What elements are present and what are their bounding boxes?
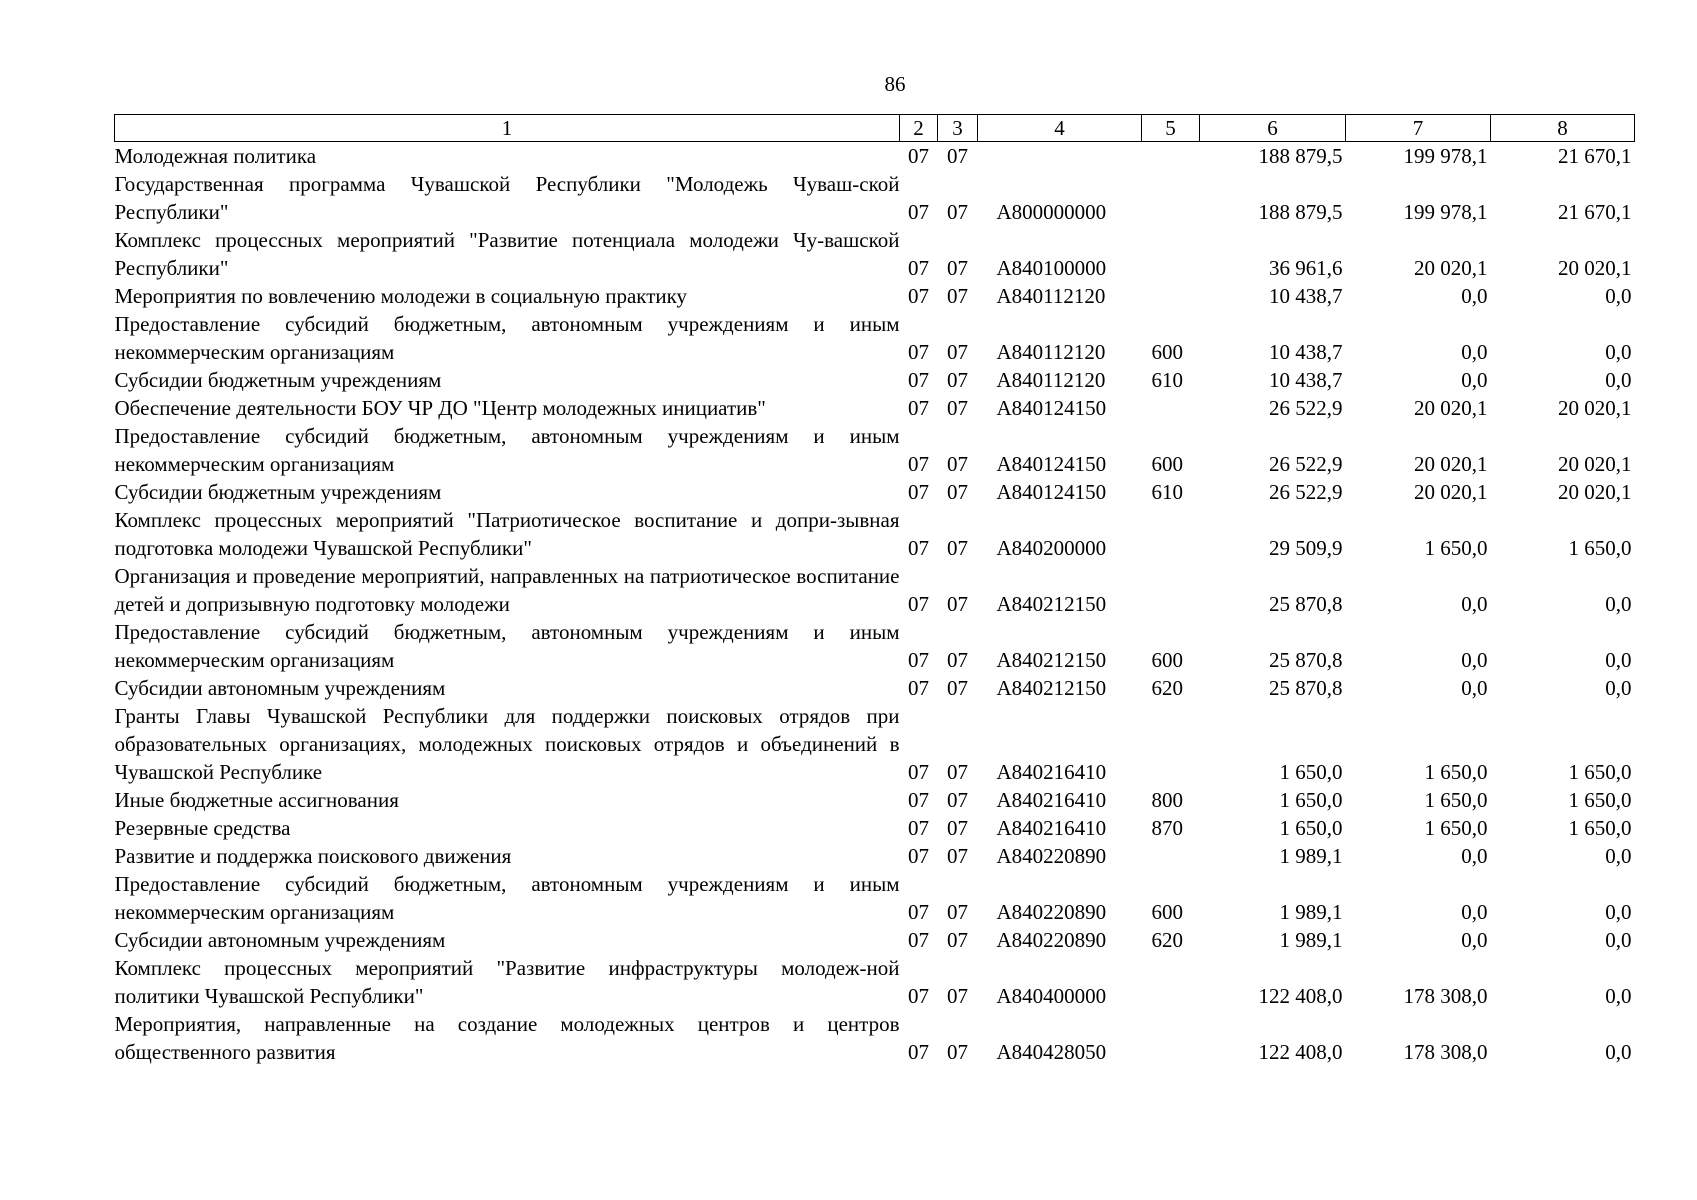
target-article: A800000000: [996, 200, 1107, 224]
amount-col-7: 20 020,1: [1414, 480, 1488, 504]
amount-col-7: 20 020,1: [1414, 396, 1488, 420]
amount-col-7: 178 308,0: [1403, 984, 1488, 1008]
target-article: A840212150: [996, 592, 1107, 616]
amount-col-8: 20 020,1: [1558, 480, 1632, 504]
amount-col-8: 21 670,1: [1558, 144, 1632, 168]
target-article: A840220890: [996, 928, 1107, 952]
subsection-code: 07: [947, 984, 968, 1008]
row-name: Субсидии бюджетным учреждениям: [114, 368, 442, 392]
amount-col-6: 188 879,5: [1258, 200, 1343, 224]
page-number: 86: [884, 72, 906, 96]
subsection-code: 07: [947, 928, 968, 952]
table-row: [115, 478, 1635, 506]
amount-col-8: 0,0: [1605, 648, 1632, 672]
subsection-code: 07: [947, 900, 968, 924]
amount-col-7: 1 650,0: [1424, 788, 1488, 812]
row-name: Предоставление субсидий бюджетным, автономным учреждениям и иным некоммерческим организациям: [114, 620, 900, 672]
target-article: A840212150: [996, 676, 1107, 700]
subsection-code: 07: [947, 676, 968, 700]
section-code: 07: [908, 256, 929, 280]
table-row: [115, 926, 1635, 954]
amount-col-8: 1 650,0: [1568, 788, 1632, 812]
target-article: A840124150: [996, 480, 1107, 504]
row-name: Организация и проведение мероприятий, направленных на патриотическое воспитание детей и допризывную подготовку молодежи: [114, 564, 900, 616]
row-name: Субсидии автономным учреждениям: [114, 676, 446, 700]
amount-col-6: 25 870,8: [1269, 592, 1343, 616]
target-article: A840216410: [996, 816, 1107, 840]
target-article: A840220890: [996, 844, 1107, 868]
amount-col-6: 10 438,7: [1269, 368, 1343, 392]
target-article: A840200000: [996, 536, 1107, 560]
subsection-code: 07: [947, 760, 968, 784]
expense-type: 600: [1151, 452, 1183, 476]
amount-col-6: 1 650,0: [1279, 788, 1343, 812]
column-header-8: 8: [1491, 115, 1635, 142]
amount-col-7: 0,0: [1461, 368, 1488, 392]
amount-col-6: 36 961,6: [1269, 256, 1343, 280]
section-code: 07: [908, 676, 929, 700]
column-header-7: 7: [1346, 115, 1491, 142]
table-row: [115, 842, 1635, 870]
amount-col-7: 1 650,0: [1424, 536, 1488, 560]
amount-col-6: 122 408,0: [1258, 984, 1343, 1008]
column-header-1: 1: [115, 115, 900, 142]
amount-col-7: 0,0: [1461, 592, 1488, 616]
amount-col-7: 1 650,0: [1424, 760, 1488, 784]
expense-type: 800: [1151, 788, 1183, 812]
subsection-code: 07: [947, 648, 968, 672]
subsection-code: 07: [947, 592, 968, 616]
target-article: A840124150: [996, 396, 1107, 420]
expense-type: 870: [1151, 816, 1183, 840]
target-article: A840428050: [996, 1040, 1107, 1064]
table-row: [115, 702, 1635, 786]
amount-col-7: 0,0: [1461, 648, 1488, 672]
table-row: [115, 954, 1635, 1010]
subsection-code: 07: [947, 816, 968, 840]
amount-col-7: 20 020,1: [1414, 452, 1488, 476]
row-name: Развитие и поддержка поискового движения: [114, 844, 512, 868]
table-row: [115, 674, 1635, 702]
amount-col-6: 1 650,0: [1279, 760, 1343, 784]
column-header-2: 2: [900, 115, 938, 142]
table-row: [115, 814, 1635, 842]
row-name: Субсидии автономным учреждениям: [114, 928, 446, 952]
subsection-code: 07: [947, 844, 968, 868]
table-row: [115, 562, 1635, 618]
expense-type: 610: [1151, 480, 1183, 504]
table-row: [115, 506, 1635, 562]
target-article: A840112120: [996, 284, 1106, 308]
amount-col-8: 0,0: [1605, 284, 1632, 308]
amount-col-8: 20 020,1: [1558, 256, 1632, 280]
amount-col-7: 0,0: [1461, 676, 1488, 700]
subsection-code: 07: [947, 452, 968, 476]
section-code: 07: [908, 200, 929, 224]
row-name: Иные бюджетные ассигнования: [114, 788, 399, 812]
subsection-code: 07: [947, 284, 968, 308]
section-code: 07: [908, 760, 929, 784]
row-name: Обеспечение деятельности БОУ ЧР ДО "Центр молодежных инициатив": [114, 396, 766, 420]
column-header-5: 5: [1142, 115, 1200, 142]
section-code: 07: [908, 900, 929, 924]
amount-col-7: 1 650,0: [1424, 816, 1488, 840]
section-code: 07: [908, 928, 929, 952]
expense-type: 600: [1151, 648, 1183, 672]
table-row: [115, 1010, 1635, 1066]
expense-type: [1142, 702, 1200, 786]
subsection-code: 07: [947, 200, 968, 224]
subsection-code: 07: [947, 396, 968, 420]
section-code: 07: [908, 480, 929, 504]
table-row: [115, 394, 1635, 422]
target-article: A840112120: [996, 368, 1106, 392]
section-code: 07: [908, 1040, 929, 1064]
table-row: [115, 618, 1635, 674]
target-article: A840400000: [996, 984, 1107, 1008]
table-row: [115, 282, 1635, 310]
subsection-code: 07: [947, 480, 968, 504]
expense-type: 600: [1151, 900, 1183, 924]
section-code: 07: [908, 788, 929, 812]
amount-col-7: 20 020,1: [1414, 256, 1488, 280]
budget-table: [114, 114, 1635, 1066]
row-name: Комплекс процессных мероприятий "Патриотическое воспитание и допри-зывная подготовка молодежи Чувашской Республики": [114, 508, 900, 560]
section-code: 07: [908, 984, 929, 1008]
amount-col-8: 0,0: [1605, 592, 1632, 616]
amount-col-7: 0,0: [1461, 928, 1488, 952]
target-article: A840100000: [996, 256, 1107, 280]
row-name: Молодежная политика: [114, 144, 317, 168]
subsection-code: 07: [947, 368, 968, 392]
target-article: A840124150: [996, 452, 1107, 476]
amount-col-6: 25 870,8: [1269, 648, 1343, 672]
section-code: 07: [908, 452, 929, 476]
amount-col-6: 122 408,0: [1258, 1040, 1343, 1064]
subsection-code: 07: [947, 340, 968, 364]
table-row: [115, 786, 1635, 814]
amount-col-6: 188 879,5: [1258, 144, 1343, 168]
row-name: Предоставление субсидий бюджетным, автономным учреждениям и иным некоммерческим организациям: [114, 312, 900, 364]
amount-col-8: 20 020,1: [1558, 452, 1632, 476]
amount-col-6: 1 989,1: [1279, 844, 1343, 868]
column-header-4: 4: [978, 115, 1142, 142]
amount-col-8: 0,0: [1605, 368, 1632, 392]
amount-col-7: 199 978,1: [1403, 200, 1488, 224]
table-row: [115, 226, 1635, 282]
section-code: 07: [908, 844, 929, 868]
expense-type: 610: [1151, 368, 1183, 392]
section-code: 07: [908, 368, 929, 392]
section-code: 07: [908, 340, 929, 364]
expense-type: [1142, 954, 1200, 1010]
row-name: Предоставление субсидий бюджетным, автономным учреждениям и иным некоммерческим организациям: [114, 424, 900, 476]
expense-type: [1142, 282, 1200, 310]
section-code: 07: [908, 284, 929, 308]
row-name: Предоставление субсидий бюджетным, автономным учреждениям и иным некоммерческим организациям: [114, 872, 900, 924]
table-body: [115, 142, 1635, 1067]
subsection-code: 07: [947, 1040, 968, 1064]
section-code: 07: [908, 648, 929, 672]
amount-col-6: 1 650,0: [1279, 816, 1343, 840]
amount-col-6: 25 870,8: [1269, 676, 1343, 700]
amount-col-8: 0,0: [1605, 928, 1632, 952]
amount-col-6: 26 522,9: [1269, 396, 1343, 420]
amount-col-6: 1 989,1: [1279, 928, 1343, 952]
table-row: [115, 310, 1635, 366]
row-name: Мероприятия по вовлечению молодежи в социальную практику: [114, 284, 688, 308]
table-header-row: [115, 115, 1635, 142]
row-name: Гранты Главы Чувашской Республики для поддержки поисковых отрядов при образовательных организациях, молодежных поисковых отрядов и объединений в Чувашской Республике: [114, 704, 900, 784]
row-name: Резервные средства: [114, 816, 291, 840]
target-article: A840112120: [996, 340, 1106, 364]
table-row: [115, 142, 1635, 171]
expense-type: [1142, 506, 1200, 562]
amount-col-6: 10 438,7: [1269, 284, 1343, 308]
table-row: [115, 422, 1635, 478]
row-name: Комплекс процессных мероприятий "Развитие инфраструктуры молодеж-ной политики Чувашской Республики": [114, 956, 900, 1008]
row-name: Субсидии бюджетным учреждениям: [114, 480, 442, 504]
amount-col-6: 29 509,9: [1269, 536, 1343, 560]
amount-col-8: 21 670,1: [1558, 200, 1632, 224]
row-name: Государственная программа Чувашской Республики "Молодежь Чуваш-ской Республики": [114, 172, 900, 224]
amount-col-7: 0,0: [1461, 284, 1488, 308]
column-header-3: 3: [938, 115, 978, 142]
amount-col-8: 0,0: [1605, 1040, 1632, 1064]
expense-type: [1142, 142, 1200, 171]
subsection-code: 07: [947, 788, 968, 812]
amount-col-7: 178 308,0: [1403, 1040, 1488, 1064]
expense-type: 620: [1151, 676, 1183, 700]
subsection-code: 07: [947, 256, 968, 280]
expense-type: 600: [1151, 340, 1183, 364]
amount-col-8: 0,0: [1605, 984, 1632, 1008]
expense-type: 620: [1151, 928, 1183, 952]
expense-type: [1142, 1010, 1200, 1066]
amount-col-7: 0,0: [1461, 340, 1488, 364]
amount-col-6: 26 522,9: [1269, 452, 1343, 476]
expense-type: [1142, 394, 1200, 422]
amount-col-7: 199 978,1: [1403, 144, 1488, 168]
section-code: 07: [908, 816, 929, 840]
target-article: A840220890: [996, 900, 1107, 924]
amount-col-7: 0,0: [1461, 844, 1488, 868]
expense-type: [1142, 562, 1200, 618]
amount-col-6: 10 438,7: [1269, 340, 1343, 364]
amount-col-8: 0,0: [1605, 844, 1632, 868]
amount-col-8: 0,0: [1605, 900, 1632, 924]
expense-type: [1142, 226, 1200, 282]
expense-type: [1142, 170, 1200, 226]
amount-col-8: 1 650,0: [1568, 536, 1632, 560]
row-name: Мероприятия, направленные на создание молодежных центров и центров общественного развития: [114, 1012, 900, 1064]
section-code: 07: [908, 536, 929, 560]
section-code: 07: [908, 396, 929, 420]
amount-col-7: 0,0: [1461, 900, 1488, 924]
amount-col-6: 26 522,9: [1269, 480, 1343, 504]
table-row: [115, 366, 1635, 394]
column-header-6: 6: [1200, 115, 1346, 142]
amount-col-8: 0,0: [1605, 676, 1632, 700]
subsection-code: 07: [947, 144, 968, 168]
amount-col-8: 0,0: [1605, 340, 1632, 364]
target-article: A840216410: [996, 760, 1107, 784]
row-name: Комплекс процессных мероприятий "Развитие потенциала молодежи Чу-вашской Республики": [114, 228, 900, 280]
amount-col-8: 1 650,0: [1568, 760, 1632, 784]
amount-col-6: 1 989,1: [1279, 900, 1343, 924]
table-row: [115, 870, 1635, 926]
target-article: [978, 142, 1142, 171]
section-code: 07: [908, 592, 929, 616]
section-code: 07: [908, 144, 929, 168]
target-article: A840212150: [996, 648, 1107, 672]
subsection-code: 07: [947, 536, 968, 560]
amount-col-8: 20 020,1: [1558, 396, 1632, 420]
table-row: [115, 170, 1635, 226]
amount-col-8: 1 650,0: [1568, 816, 1632, 840]
expense-type: [1142, 842, 1200, 870]
target-article: A840216410: [996, 788, 1107, 812]
